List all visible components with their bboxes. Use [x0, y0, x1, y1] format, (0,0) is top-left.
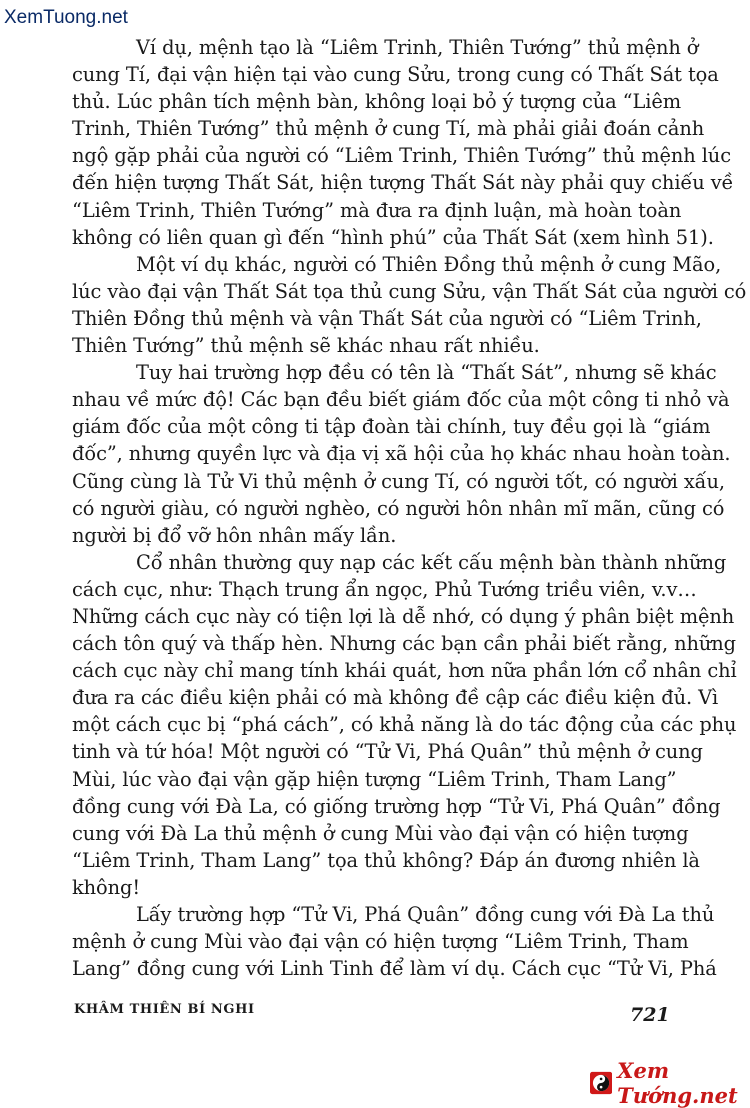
text-line: một cách cục bị “phá cách”, có khả năng là do tác động của các phụ: [72, 713, 737, 737]
text-line: giám đốc của một công ti tập đoàn tài chính, tuy đều gọi là “giám: [72, 415, 711, 439]
text-line: không có liên quan gì đến “hình phú” của Thất Sát (xem hình 51).: [72, 225, 714, 249]
text-line: tinh và tứ hóa! Một người có “Tử Vi, Phá Quân” thủ mệnh ở cung: [72, 740, 703, 764]
text-line: cách tôn quý và thấp hèn. Nhưng các bạn cần phải biết rằng, những: [72, 632, 736, 656]
body-text: [72, 34, 747, 982]
text-line: Những cách cục này có tiện lợi là dễ nhớ, có dụng ý phân biệt mệnh: [72, 604, 735, 628]
text-line: cách cục, như: Thạch trung ẩn ngọc, Phủ Tướng triều viên, v.v…: [72, 577, 697, 601]
text-line: Thiên Tướng” thủ mệnh sẽ khác nhau rất nhiều.: [72, 334, 540, 358]
text-line: ngộ gặp phải của người có “Liêm Trinh, Thiên Tướng” thủ mệnh lúc: [72, 144, 731, 168]
page-number: 721: [630, 1004, 670, 1026]
yin-yang-icon: [590, 1068, 612, 1098]
logo-text: Xem Tướng.net: [617, 1058, 738, 1108]
text-line: đến hiện tượng Thất Sát, hiện tượng Thất Sát này phải quy chiếu về: [72, 171, 734, 195]
text-line: cung Tí, đại vận hiện tại vào cung Sửu, trong cung có Thất Sát tọa: [72, 63, 719, 87]
text-line: Cũng cùng là Tử Vi thủ mệnh ở cung Tí, có người tốt, có người xấu,: [72, 469, 725, 493]
watermark-top: XemTuong.net: [4, 7, 128, 28]
text-line: cách cục này chỉ mang tính khái quát, hơn nữa phần lớn cổ nhân chỉ: [72, 659, 737, 683]
text-line: đồng cung với Đà La, có giống trường hợp “Tử Vi, Phá Quân” đồng: [72, 794, 721, 818]
text-line: Tuy hai trường hợp đều có tên là “Thất Sát”, nhưng sẽ khác: [136, 361, 717, 385]
text-line: lúc vào đại vận Thất Sát tọa thủ cung Sửu, vận Thất Sát của người có: [72, 279, 747, 303]
text-line: Mùi, lúc vào đại vận gặp hiện tượng “Liêm Trinh, Tham Lang”: [72, 767, 677, 791]
text-line: có người giàu, có người nghèo, có người hôn nhân mĩ mãn, cũng có: [72, 496, 725, 520]
text-line: Cổ nhân thường quy nạp các kết cấu mệnh bàn thành những: [136, 550, 727, 574]
text-line: Trinh, Thiên Tướng” thủ mệnh ở cung Tí, mà phải giải đoán cảnh: [72, 117, 705, 141]
text-line: người bị đổ vỡ hôn nhân mấy lần.: [72, 523, 397, 547]
text-line: Một ví dụ khác, người có Thiên Đồng thủ mệnh ở cung Mão,: [136, 252, 722, 276]
text-line: đưa ra các điều kiện phải có mà không đề cập các điều kiện đủ. Vì: [72, 686, 719, 710]
text-line: Ví dụ, mệnh tạo là “Liêm Trinh, Thiên Tướng” thủ mệnh ở: [136, 36, 699, 59]
text-line: “Liêm Trinh, Tham Lang” tọa thủ không? Đáp án đương nhiên là: [72, 848, 700, 872]
text-line: nhau về mức độ! Các bạn đều biết giám đốc của một công ti nhỏ và: [72, 388, 730, 412]
text-line: đốc”, nhưng quyền lực và địa vị xã hội của họ khác nhau hoàn toàn.: [72, 442, 731, 466]
text-line: thủ. Lúc phân tích mệnh bàn, không loại bỏ ý tượng của “Liêm: [72, 90, 681, 114]
text-line: cung với Đà La thủ mệnh ở cung Mùi vào đại vận có hiện tượng: [72, 821, 689, 845]
book-title: KHÂM THIÊN BÍ NGHI: [74, 1002, 255, 1017]
text-line: Lang” đồng cung với Linh Tinh để làm ví dụ. Cách cục “Tử Vi, Phá: [72, 957, 717, 981]
site-logo: [590, 1058, 750, 1108]
text-line: Lấy trường hợp “Tử Vi, Phá Quân” đồng cung với Đà La thủ: [136, 903, 715, 926]
text-line: “Liêm Trinh, Thiên Tướng” mà đưa ra định luận, mà hoàn toàn: [72, 198, 682, 222]
text-line: mệnh ở cung Mùi vào đại vận có hiện tượng “Liêm Trinh, Tham: [72, 930, 689, 954]
text-line: không!: [72, 875, 141, 899]
text-line: Thiên Đồng thủ mệnh và vận Thất Sát của người có “Liêm Trinh,: [72, 306, 702, 330]
